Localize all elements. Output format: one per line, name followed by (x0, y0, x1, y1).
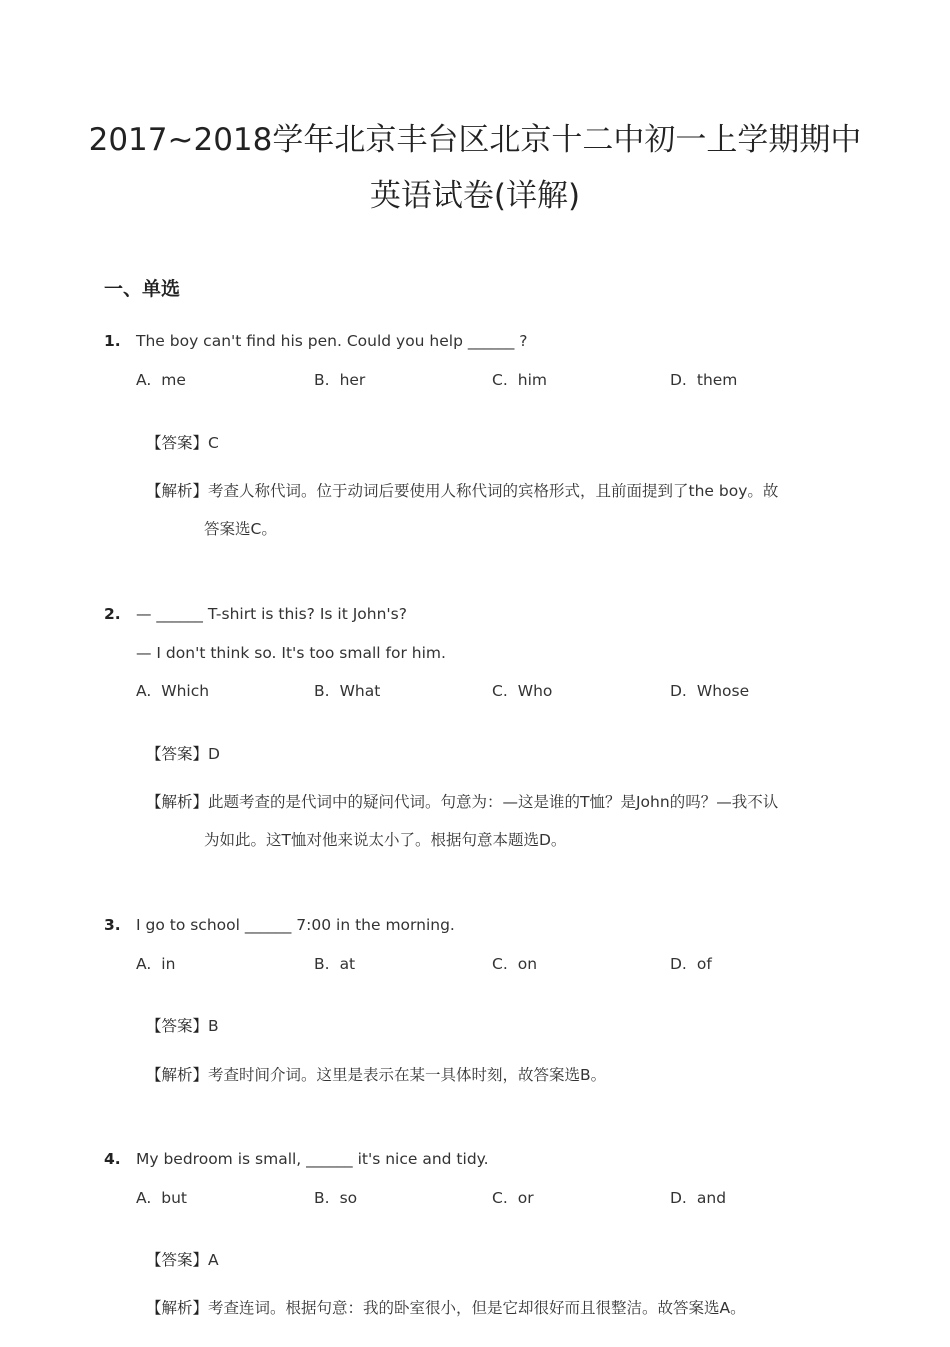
option-letter: D. (670, 955, 687, 973)
question-number: 1. (104, 332, 121, 350)
option-text: Which (161, 682, 210, 700)
option-text: her (339, 371, 366, 389)
answer-line (146, 1248, 219, 1270)
option-d[interactable] (670, 1189, 726, 1207)
option-a[interactable] (136, 682, 209, 700)
question-number: 4. (104, 1150, 121, 1168)
question-stem-line-1: — ______ T-shirt is this? Is it John's? (136, 605, 407, 623)
explanation (146, 472, 836, 548)
option-letter: A. (136, 371, 152, 389)
answer-value: C (208, 434, 219, 452)
answer-line (146, 431, 219, 453)
explanation-tag: 【解析】 (146, 482, 209, 500)
option-text: Who (517, 682, 553, 700)
option-c[interactable] (492, 955, 537, 973)
option-letter: D. (670, 682, 687, 700)
option-text: but (161, 1189, 188, 1207)
option-b[interactable] (314, 955, 355, 973)
answer-value: B (208, 1017, 219, 1035)
question-stem-line-2: — I don't think so. It's too small for him. (136, 644, 446, 662)
explanation (146, 783, 836, 859)
option-text: and (696, 1189, 727, 1207)
option-c[interactable] (492, 1189, 534, 1207)
option-letter: D. (670, 371, 687, 389)
answer-line (146, 742, 220, 764)
option-letter: B. (314, 955, 330, 973)
explanation-line-2: 答案选C。 (204, 520, 277, 538)
answer-tag: 【答案】 (146, 745, 209, 763)
option-a[interactable] (136, 371, 186, 389)
option-letter: C. (492, 371, 508, 389)
explanation (146, 1056, 836, 1094)
option-letter: C. (492, 682, 508, 700)
option-c[interactable] (492, 371, 547, 389)
option-letter: D. (670, 1189, 687, 1207)
question-number: 3. (104, 916, 121, 934)
explanation-line-1: 考查时间介词。这里是表示在某一具体时刻，故答案选B。 (208, 1066, 607, 1084)
answer-line (146, 1014, 219, 1036)
option-letter: C. (492, 955, 508, 973)
option-letter: A. (136, 1189, 152, 1207)
option-a[interactable] (136, 1189, 187, 1207)
question-stem: The boy can't find his pen. Could you help ______ ? (136, 332, 528, 350)
option-b[interactable] (314, 682, 380, 700)
option-text: What (339, 682, 381, 700)
option-letter: C. (492, 1189, 508, 1207)
question-stem: My bedroom is small, ______ it's nice and tidy. (136, 1150, 489, 1168)
option-d[interactable] (670, 682, 749, 700)
option-text: so (339, 1189, 358, 1207)
option-letter: B. (314, 371, 330, 389)
explanation-tag: 【解析】 (146, 1299, 209, 1317)
document-title (80, 112, 870, 224)
option-text: on (517, 955, 538, 973)
option-a[interactable] (136, 955, 175, 973)
option-text: of (696, 955, 712, 973)
answer-value: D (208, 745, 220, 763)
explanation-line-1: 考查人称代词。位于动词后要使用人称代词的宾格形式，且前面提到了the boy。故 (208, 482, 779, 500)
explanation (146, 1289, 836, 1327)
option-text: at (339, 955, 356, 973)
answer-tag: 【答案】 (146, 1251, 209, 1269)
answer-tag: 【答案】 (146, 1017, 209, 1035)
option-text: or (517, 1189, 534, 1207)
option-b[interactable] (314, 371, 365, 389)
option-c[interactable] (492, 682, 552, 700)
option-text: them (696, 371, 738, 389)
explanation-line-1: 考查连词。根据句意：我的卧室很小，但是它却很好而且很整洁。故答案选A。 (208, 1299, 746, 1317)
answer-tag: 【答案】 (146, 434, 209, 452)
explanation-tag: 【解析】 (146, 793, 209, 811)
section-heading: 一、单选 (104, 278, 181, 300)
title-line-1: 2017~2018学年北京丰台区北京十二中初一上学期期中 (88, 122, 862, 158)
option-text: in (161, 955, 176, 973)
option-letter: B. (314, 1189, 330, 1207)
option-letter: A. (136, 682, 152, 700)
explanation-tag: 【解析】 (146, 1066, 209, 1084)
option-d[interactable] (670, 955, 712, 973)
question-number: 2. (104, 605, 121, 623)
option-text: him (517, 371, 547, 389)
answer-value: A (208, 1251, 219, 1269)
explanation-line-2: 为如此。这T恤对他来说太小了。根据句意本题选D。 (204, 831, 567, 849)
option-b[interactable] (314, 1189, 357, 1207)
option-letter: A. (136, 955, 152, 973)
option-text: me (161, 371, 186, 389)
option-text: Whose (696, 682, 750, 700)
option-letter: B. (314, 682, 330, 700)
explanation-line-1: 此题考查的是代词中的疑问代词。句意为：—这是谁的T恤？是John的吗？—我不认 (208, 793, 779, 811)
question-stem: I go to school ______ 7:00 in the morning. (136, 916, 455, 934)
option-d[interactable] (670, 371, 737, 389)
title-line-2: 英语试卷(详解) (369, 178, 581, 214)
